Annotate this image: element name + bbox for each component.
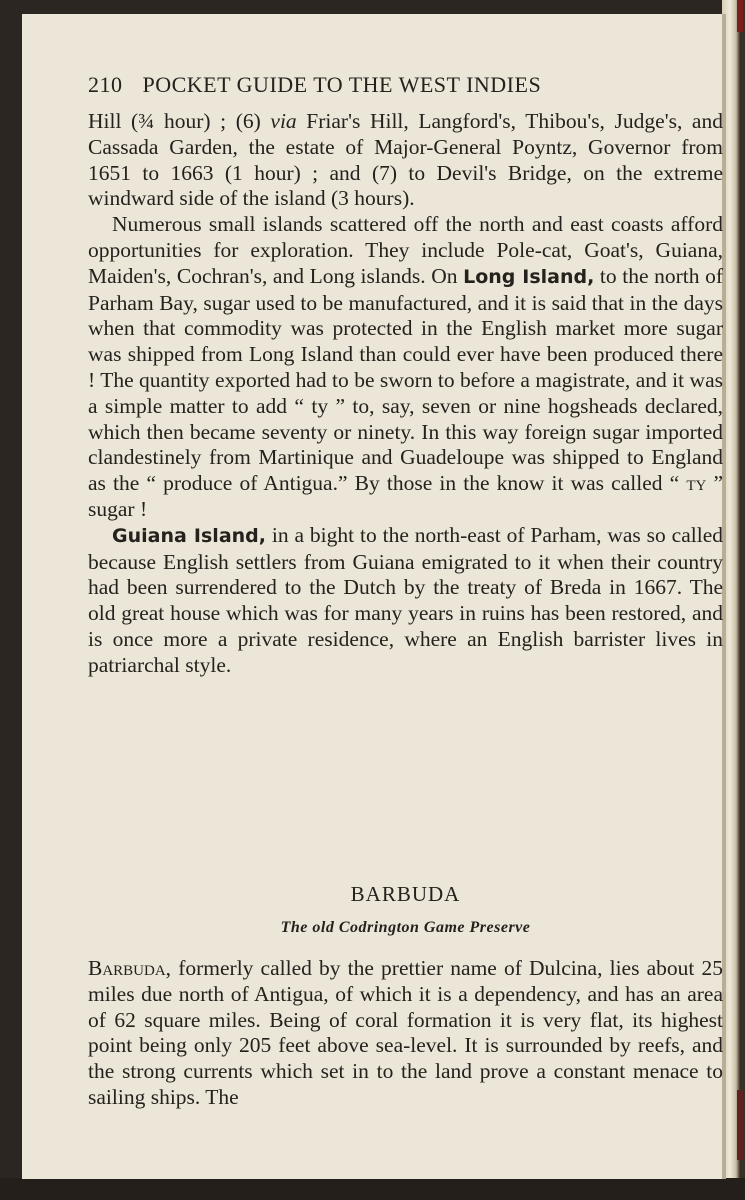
section-title: BARBUDA <box>350 882 461 906</box>
fraction: ¾ <box>138 109 155 133</box>
page-bottom-edge <box>0 1178 745 1200</box>
barbuda-text <box>88 956 723 1111</box>
body-text <box>88 109 723 679</box>
barbuda-lead: Barbuda, <box>88 956 172 980</box>
paragraph-barbuda: Barbuda, formerly called by the prettier name of Dulcina, lies about 25 miles due north of Antigua, of which it is a dependency, and has an area of 62 square miles. Being of coral formation it is very flat, its highest point being only 205 feet above sea-level. It is surrounded by reefs, and the strong currents which set in to the land prove a constant menace to sailing ships. The <box>88 956 723 1109</box>
page-number: 210 <box>88 72 123 97</box>
ty-smallcaps: ty <box>686 471 707 496</box>
spine-binding-mark-lower <box>737 1090 743 1160</box>
paragraph-guiana-island: Guiana Island, in a bight to the north-east of Parham, was so called because English settlers from Guiana emigrated to it when their country had been surrendered to the Dutch by the treaty of Breda in 1667. The old great house which was for many years in ruins has been restored, and is once more a private residence, where an English barrister lives in patriarchal style. <box>88 522 723 677</box>
section-subtitle: The old Codrington Game Preserve <box>280 919 531 936</box>
long-island-heading: Long Island, <box>463 265 595 288</box>
via-italic: via <box>270 109 297 133</box>
spine-binding-mark <box>737 0 743 32</box>
paragraph-small-islands: Numerous small islands scattered off the north and east coasts afford opportunities for exploration. They include Pole-cat, Goat's, Guiana, Maiden's, Cochran's, and Long islands. On Long Island, to the north of Parham Bay, sugar used to be manufactured, and it is said that in the days when that commodity was protected in the English market more sugar was shipped from Long Island than could ever have been produced there ! The quantity exported had to be sworn to before a magistrate, and it was a simple matter to add “ ty ” to, say, seven or nine hogsheads declared, which then became seventy or ninety. In this way foreign sugar imported clandestinely from Martinique and Guadeloupe was shipped to England as the “ produce of Antigua.” By those in the know it was called “ ty ” sugar ! <box>88 212 723 521</box>
guiana-island-heading: Guiana Island, <box>112 524 266 547</box>
book-page <box>22 14 726 1179</box>
running-title: POCKET GUIDE TO THE WEST INDIES <box>142 72 542 97</box>
paragraph-excursions: Hill (¾ hour) ; (6) via Friar's Hill, Langford's, Thibou's, Judge's, and Cassada Garden, the estate of Major-General Poyntz, Governor from 1651 to 1663 (1 hour) ; and (7) to Devil's Bridge, on the extreme windward side of the island (3 hours). <box>88 109 723 211</box>
running-header <box>88 72 723 98</box>
